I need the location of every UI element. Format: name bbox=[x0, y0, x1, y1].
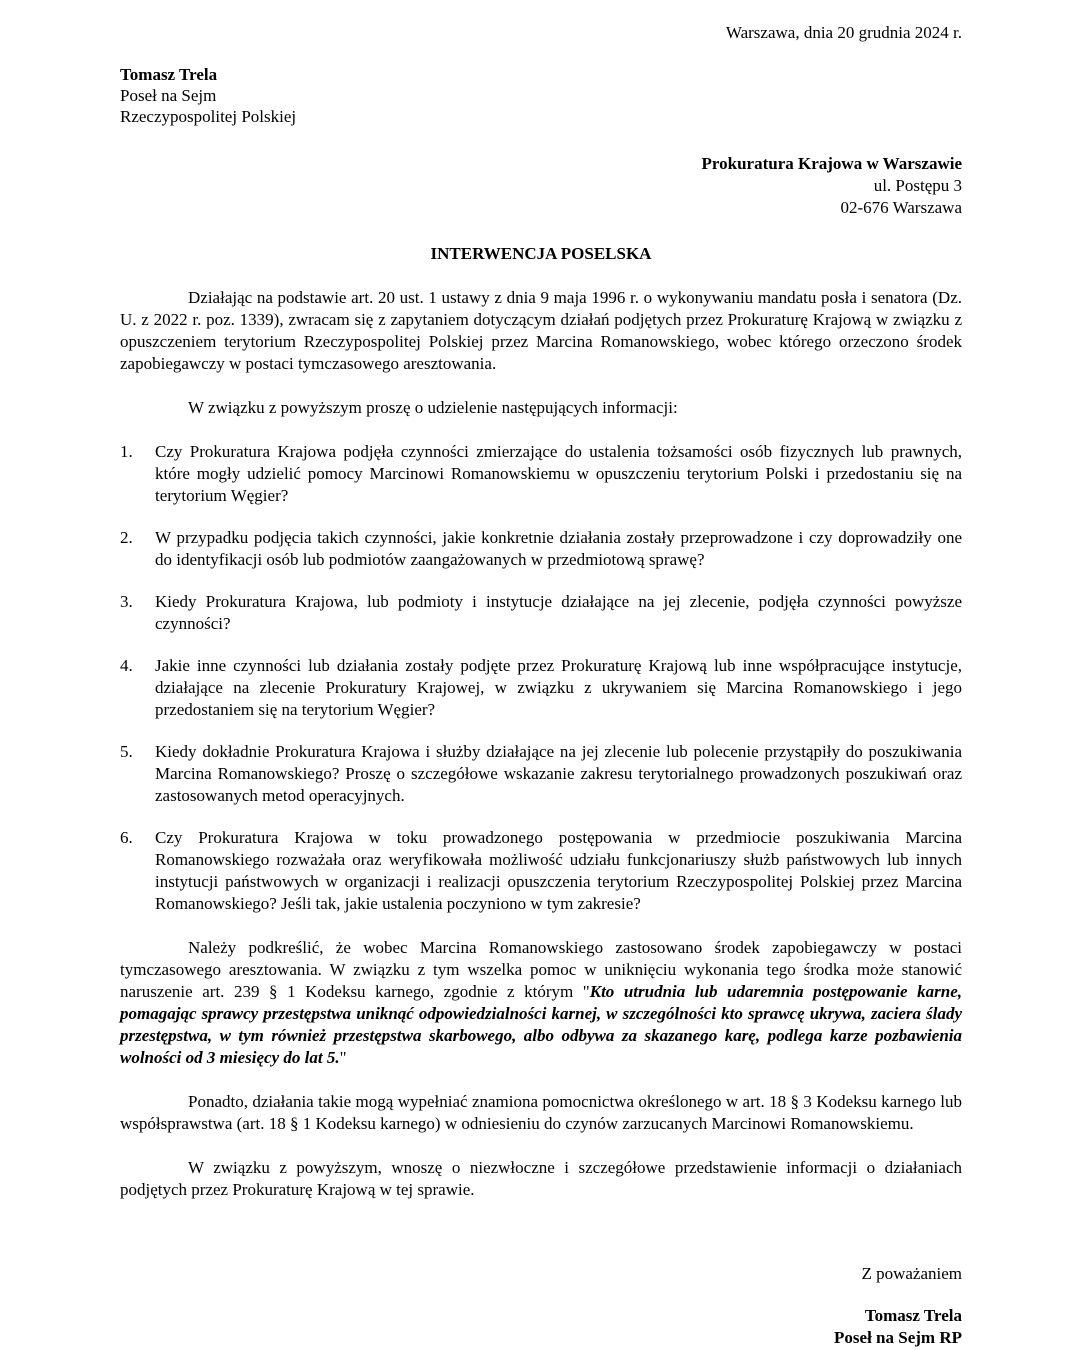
question-item-2 bbox=[120, 527, 962, 571]
sender-subtitle: Rzeczypospolitej Polskiej bbox=[120, 107, 297, 126]
question-number: 1. bbox=[120, 442, 133, 461]
question-text: Kiedy Prokuratura Krajowa, lub podmioty i instytucje działające na jej zlecenie, podjęła czynności powyższe czynności? bbox=[155, 592, 962, 633]
request-paragraph: W związku z powyższym proszę o udzielenie następujących informacji: bbox=[188, 398, 678, 417]
questions-list bbox=[120, 441, 962, 915]
question-item-6 bbox=[120, 827, 962, 915]
final-request-paragraph: W związku z powyższym, wnoszę o niezwłoczne i szczegółowe przedstawienie informacji o działaniach podjętych przez Prokuraturę Krajową w tej sprawie. bbox=[120, 1158, 962, 1199]
legal-text-before-quote: Należy podkreślić, że wobec Marcina Romanowskiego zastosowano środek zapobiegawczy w postaci tymczasowego aresztowania. W związku z tym wszelka pomoc w uniknięciu wykonania tego środka może stanowić naruszenie art. 239 § 1 Kodeksu karnego, zgodnie z którym " bbox=[120, 938, 962, 1001]
question-number: 4. bbox=[120, 656, 133, 675]
sender-title: Poseł na Sejm bbox=[120, 86, 217, 105]
question-item-3 bbox=[120, 591, 962, 635]
legal-paragraph bbox=[120, 937, 962, 1069]
sender-block bbox=[120, 64, 962, 127]
question-item-4 bbox=[120, 655, 962, 721]
question-number: 2. bbox=[120, 528, 133, 547]
signature-title: Poseł na Sejm RP bbox=[834, 1328, 962, 1347]
signature-block bbox=[120, 1305, 962, 1349]
signature-name: Tomasz Trela bbox=[864, 1306, 962, 1325]
question-number: 3. bbox=[120, 592, 133, 611]
question-number: 6. bbox=[120, 828, 133, 847]
date-line: Warszawa, dnia 20 grudnia 2024 r. bbox=[725, 23, 962, 42]
recipient-street: ul. Postępu 3 bbox=[873, 176, 962, 195]
ponadto-paragraph: Ponadto, działania takie mogą wypełniać znamiona pomocnictwa określonego w art. 18 § 3 Kodeksu karnego lub współsprawstwa (art. 18 § 1 Kodeksu karnego) w odniesieniu do czynów zarzucanych Marcinowi Romanowskiemu. bbox=[120, 1092, 962, 1133]
recipient-block bbox=[120, 153, 962, 219]
legal-quote: Kto utrudnia lub udaremnia postępowanie karne, pomagając sprawcy przestępstwa uniknąć odpowiedzialności karnej, w szczególności kto sprawcę ukrywa, zaciera ślady przestępstwa, w tym również przestępstwa skarbowego, albo odbywa za skazanego karę, podlega karze pozbawienia wolności od 3 miesięcy do lat 5. bbox=[120, 982, 962, 1067]
legal-text-after-quote: " bbox=[339, 1048, 347, 1067]
intro-paragraph: Działając na podstawie art. 20 ust. 1 ustawy z dnia 9 maja 1996 r. o wykonywaniu mandatu posła i senatora (Dz. U. z 2022 r. poz. 1339), zwracam się z zapytaniem dotyczącym działań podjętych przez Prokuraturę Krajową w związku z opuszczeniem terytorium Rzeczypospolitej Polskiej przez Marcina Romanowskiego, wobec którego orzeczono środek zapobiegawczy w postaci tymczasowego aresztowania. bbox=[120, 288, 962, 373]
question-text: Kiedy dokładnie Prokuratura Krajowa i służby działające na jej zlecenie lub polecenie przystąpiły do poszukiwania Marcina Romanowskiego? Proszę o szczegółowe wskazanie zakresu terytorialnego prowadzonych poszukiwań oraz zastosowanych metod operacyjnych. bbox=[155, 742, 962, 805]
question-item-5 bbox=[120, 741, 962, 807]
recipient-name: Prokuratura Krajowa w Warszawie bbox=[701, 154, 962, 173]
question-text: Jakie inne czynności lub działania zostały podjęte przez Prokuraturę Krajową lub inne współpracujące instytucje, działające na zlecenie Prokuratury Krajowej, w związku z ukrywaniem się Marcina Romanowskiego i jego przedostaniem się na terytorium Węgier? bbox=[155, 656, 962, 719]
recipient-city: 02-676 Warszawa bbox=[840, 198, 962, 217]
document-title: INTERWENCJA POSELSKA bbox=[430, 244, 652, 263]
question-text: W przypadku podjęcia takich czynności, jakie konkretnie działania zostały przeprowadzone i czy doprowadziły one do identyfikacji osób lub podmiotów zaangażowanych w przedmiotową sprawę? bbox=[155, 528, 962, 569]
question-text: Czy Prokuratura Krajowa w toku prowadzonego postępowania w przedmiocie poszukiwania Marcina Romanowskiego rozważała oraz weryfikowała możliwość udziału funkcjonariuszy służb państwowych lub innych instytucji państwowych w organizacji i realizacji opuszczenia terytorium Rzeczypospolitej Polskiej przez Marcina Romanowskiego? Jeśli tak, jakie ustalenia poczyniono w tym zakresie? bbox=[155, 828, 962, 913]
question-number: 5. bbox=[120, 742, 133, 761]
question-item-1 bbox=[120, 441, 962, 507]
question-text: Czy Prokuratura Krajowa podjęła czynności zmierzające do ustalenia tożsamości osób fizycznych lub prawnych, które mogły udzielić pomocy Marcinowi Romanowskiemu w opuszczeniu terytorium Polski i przedostaniu się na terytorium Węgier? bbox=[155, 442, 962, 505]
sender-name: Tomasz Trela bbox=[120, 65, 218, 84]
closing-salutation: Z poważaniem bbox=[861, 1264, 962, 1283]
